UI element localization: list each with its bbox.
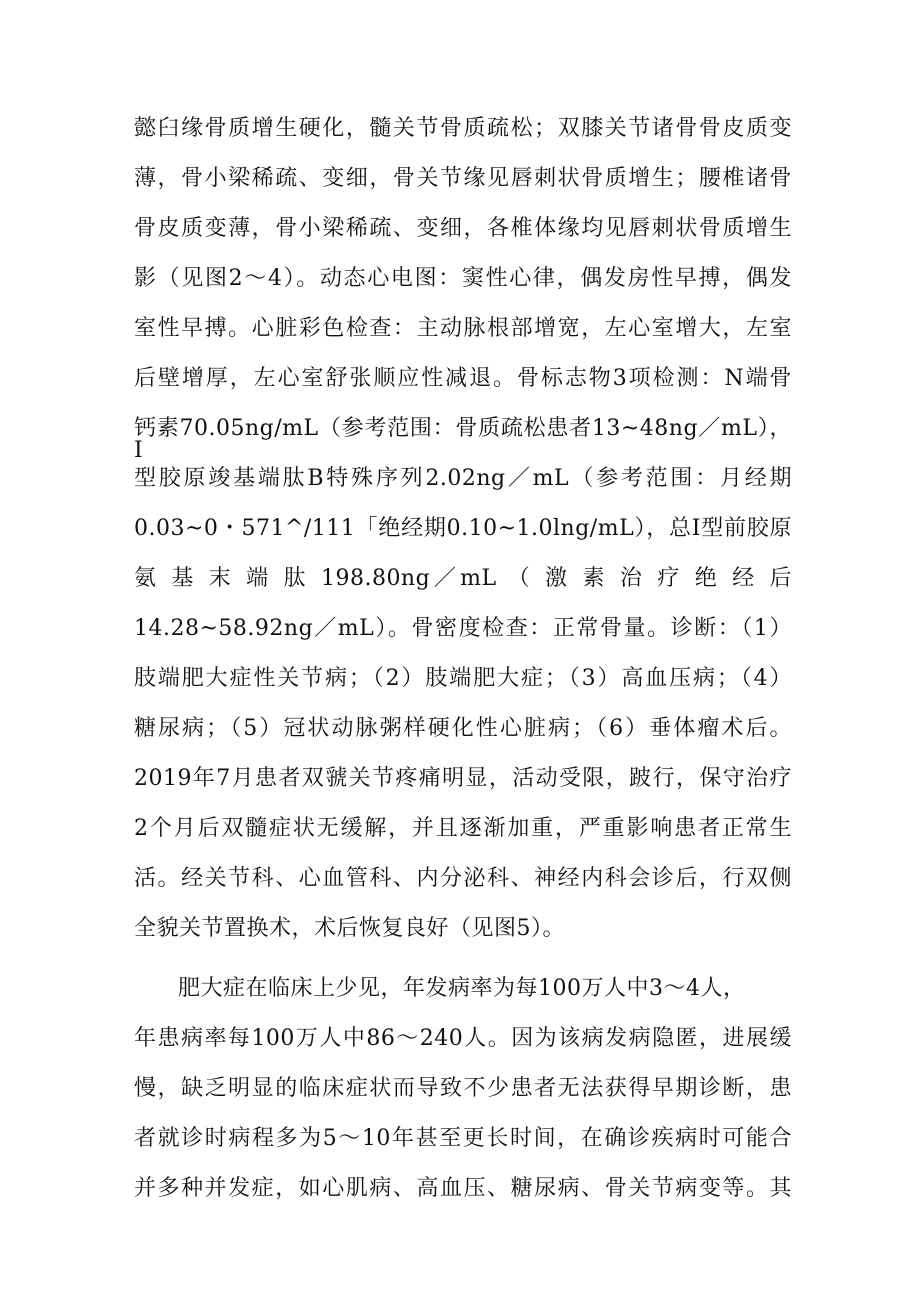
text-line: 0.03~0・571^/111「绝经期0.10~1.0lng/mL），总I型前胶原: [134, 516, 792, 541]
text-line: 懿臼缘骨质增生硬化，髓关节骨质疏松；双膝关节诸骨骨皮质变: [134, 116, 792, 141]
text-line: 氨 基 末 端 肽 198.80ng／mL （ 激 素 治 疗 绝 经 后: [134, 566, 792, 591]
text-line: 糖尿病；（5）冠状动脉粥样硬化性心脏病；（6）垂体瘤术后。: [134, 716, 792, 741]
text-line: 骨皮质变薄，骨小梁稀疏、变细，各椎体缘均见唇刺状骨质增生: [134, 216, 792, 241]
text-line: 者就诊时病程多为5〜10年甚至更长时间，在确诊疾病时可能合: [134, 1126, 792, 1151]
text-line: 慢，缺乏明显的临床症状而导致不少患者无法获得早期诊断，患: [134, 1076, 792, 1101]
text-line: 2019年7月患者双虢关节疼痛明显，活动受限，跛行，保守治疗: [134, 766, 792, 791]
text-line: 影（见图2〜4）。动态心电图：窦性心律，偶发房性早搏，偶发: [134, 266, 792, 291]
text-line-indent: 肥大症在临床上少见，年发病率为每100万人中3〜4人，: [178, 976, 746, 1001]
text-line: 薄，骨小梁稀疏、变细，骨关节缘见唇刺状骨质增生；腰椎诸骨: [134, 166, 792, 191]
text-line: 活。经关节科、心血管科、内分泌科、神经内科会诊后，行双侧: [134, 866, 792, 891]
text-line: 钙素70.05ng/mL（参考范围：骨质疏松患者13~48ng／mL），I: [134, 416, 792, 463]
text-line: 室性早搏。心脏彩色检查：主动脉根部增宽，左心室增大，左室: [134, 316, 792, 341]
text-line: 并多种并发症，如心肌病、高血压、糖尿病、骨关节病变等。其: [134, 1176, 792, 1201]
text-line: 2个月后双髓症状无缓解，并且逐渐加重，严重影响患者正常生: [134, 816, 792, 841]
text-line: 后壁增厚，左心室舒张顺应性减退。骨标志物3项检测：N端骨: [134, 366, 792, 391]
text-line: 型胶原竣基端肽B特殊序列2.02ng／mL（参考范围：月经期: [134, 466, 792, 491]
text-line: 肢端肥大症性关节病；（2）肢端肥大症；（3）高血压病；（4）: [134, 666, 792, 691]
text-line-last: 全貌关节置换术，术后恢复良好（见图5）。: [134, 916, 565, 941]
text-line: 年患病率每100万人中86〜240人。因为该病发病隐匿，进展缓: [134, 1026, 792, 1051]
text-line: 14.28~58.92ng／mL）。骨密度检查：正常骨量。诊断：（1）: [134, 616, 792, 641]
